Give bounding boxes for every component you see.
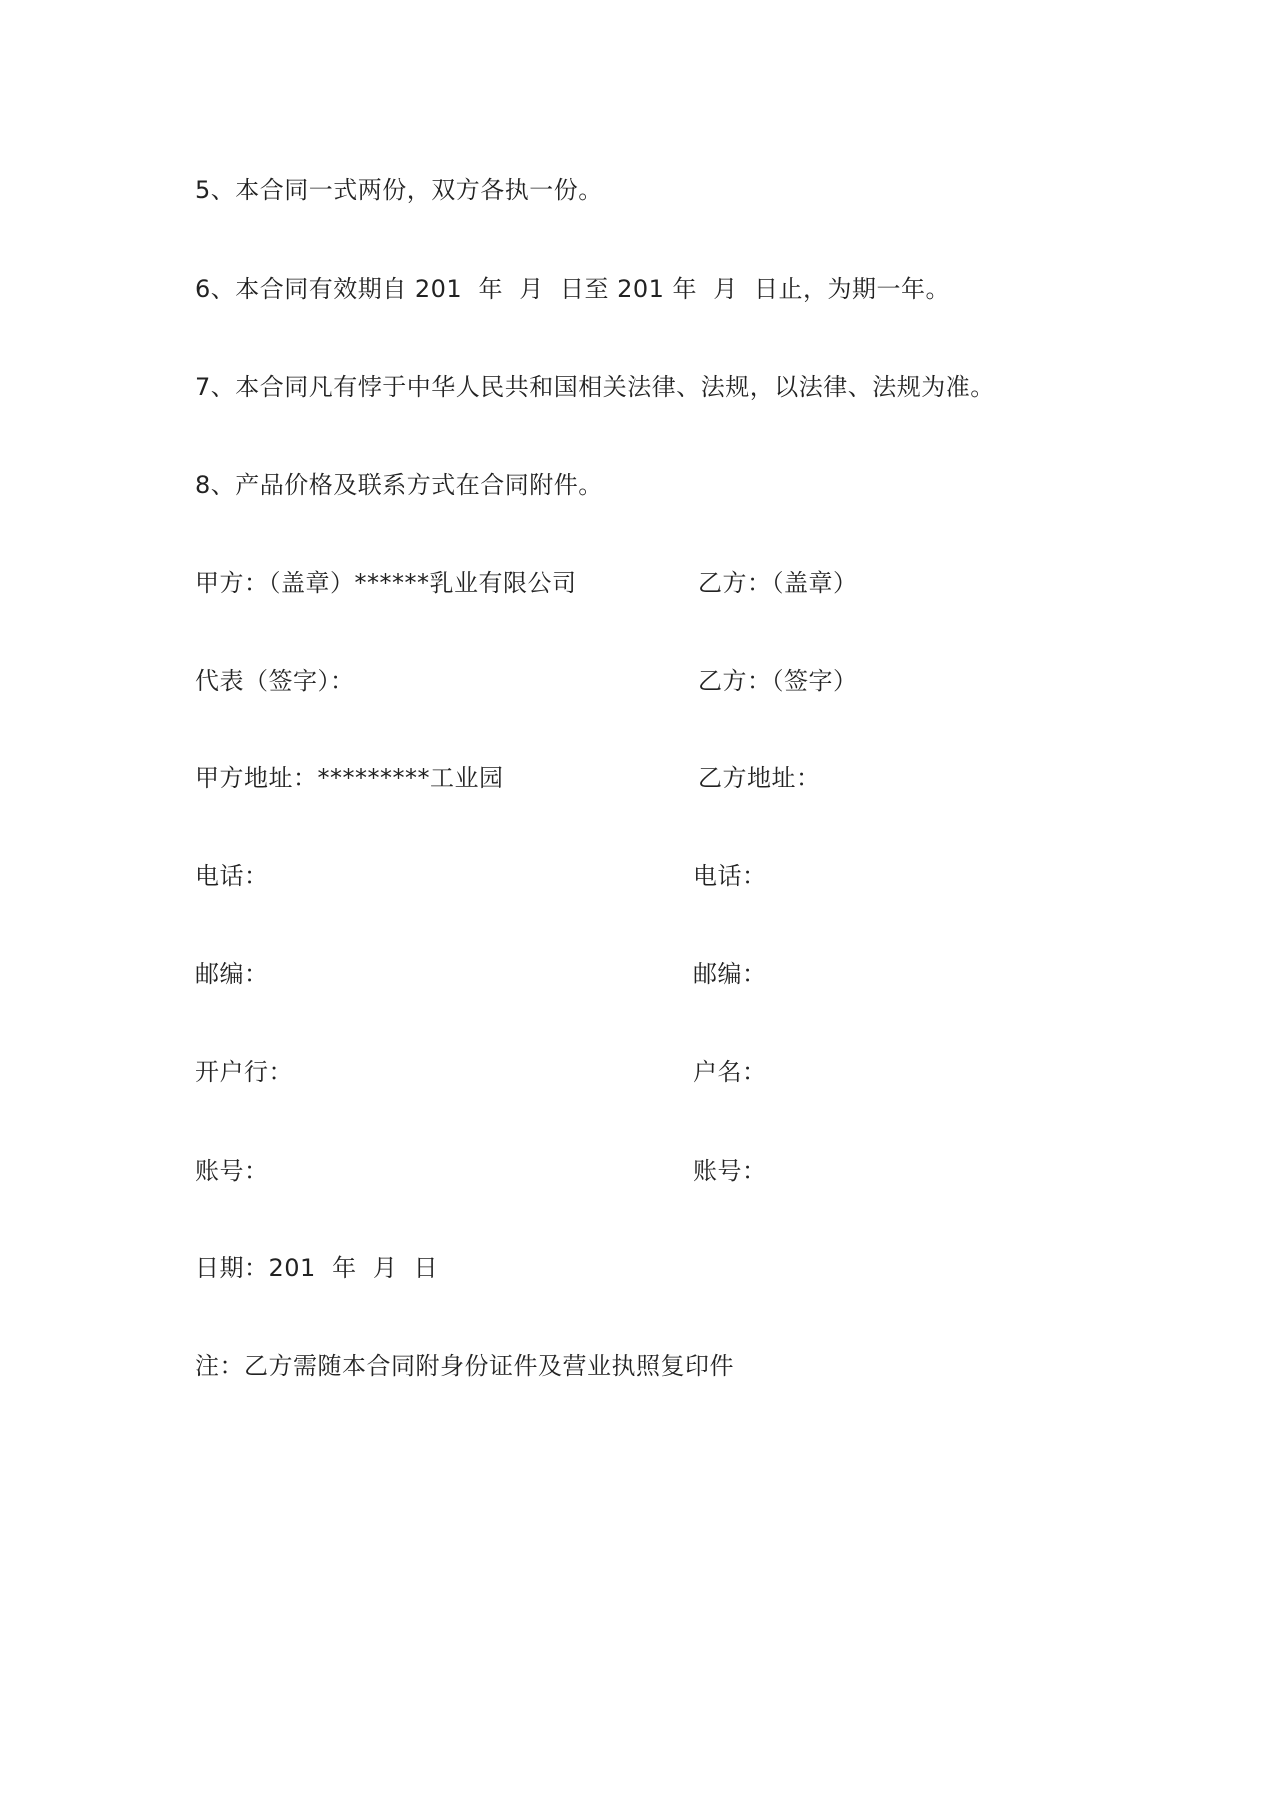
party-a-bank: 开户行：: [195, 1058, 293, 1086]
party-b-account-name: 户名：: [693, 1058, 767, 1086]
party-a-postcode: 邮编：: [195, 960, 269, 988]
party-b-phone: 电话：: [693, 862, 767, 890]
party-b-account: 账号：: [693, 1157, 767, 1185]
party-a-phone: 电话：: [195, 862, 269, 890]
clause-5: 5、本合同一式两份，双方各执一份。: [195, 176, 603, 204]
date-line: 日期：201 年 月 日: [195, 1254, 439, 1282]
clause-7: 7、本合同凡有悖于中华人民共和国相关法律、法规，以法律、法规为准。: [195, 373, 995, 401]
party-b-signature: 乙方：（签字）: [698, 667, 858, 695]
note: 注：乙方需随本合同附身份证件及营业执照复印件: [195, 1352, 734, 1380]
party-a-representative: 代表（签字）：: [195, 667, 355, 695]
party-a-address: 甲方地址：*********工业园: [195, 764, 504, 792]
party-b-seal: 乙方：（盖章）: [698, 569, 858, 597]
party-a-account: 账号：: [195, 1157, 269, 1185]
party-a-seal: 甲方：（盖章）******乳业有限公司: [195, 569, 577, 597]
party-b-address: 乙方地址：: [698, 764, 821, 792]
clause-8: 8、产品价格及联系方式在合同附件。: [195, 471, 603, 499]
clause-6: 6、本合同有效期自 201 年 月 日至 201 年 月 日止，为期一年。: [195, 275, 951, 303]
party-b-postcode: 邮编：: [693, 960, 767, 988]
